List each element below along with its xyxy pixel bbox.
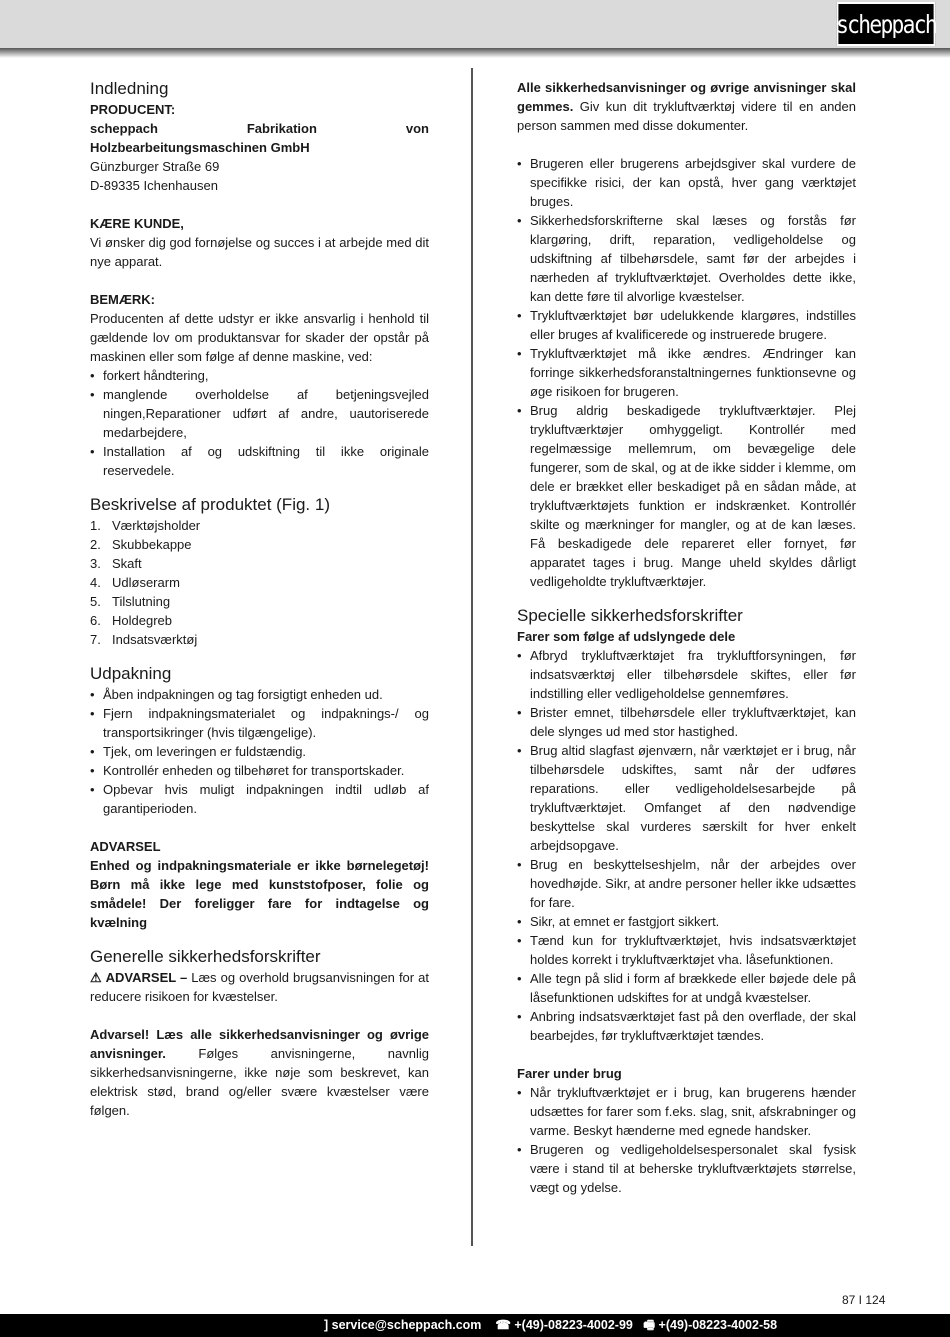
list-item: 6. Holdegreb bbox=[90, 611, 429, 630]
paragraph bbox=[90, 119, 429, 157]
footer-fax: 🖷 +(49)-08223-4002-58 bbox=[643, 1318, 778, 1332]
header-bar bbox=[0, 0, 950, 48]
bold-text: Alle sikkerhedsanvisninger og øvrige anvisninger skal gemmes. bbox=[517, 80, 856, 114]
list-item: • Brug en beskyttelseshjelm, når der arbejdes over hovedhøjde. Sikr, at andre personer heller ikke udsættes for fare. bbox=[517, 855, 856, 912]
numbered-list bbox=[90, 516, 429, 649]
section-heading: Udpakning bbox=[90, 664, 172, 683]
right-column bbox=[517, 78, 856, 1197]
bold-text: PRODUCENT: bbox=[90, 102, 176, 117]
list-item: • Tænd kun for trykluftværktøjet, hvis indsatsværktøjet holdes korrekt i trykluftværktøjet vha. låsefunktionen. bbox=[517, 931, 856, 969]
bold-text: scheppach Fabrikation von Holzbearbeitungsmaschinen GmbH bbox=[90, 121, 429, 155]
paragraph bbox=[90, 968, 429, 1006]
paragraph bbox=[517, 627, 856, 646]
spacer bbox=[517, 1045, 856, 1064]
list-item: • Alle tegn på slid i form af brækkede eller bøjede dele på låsefunktionen udskiftes for at undgå kvæstelser. bbox=[517, 969, 856, 1007]
list-item: • Sikkerhedsforskrifterne skal læses og forstås før klargøring, drift, reparation, vedligeholdelse og udskiftning af tilbehørsdele, samt før der arbejdes i nærheden af trykluftværktøjet. Overholdes dette ikke, kan dette føre til alvorlige kvæstelser. bbox=[517, 211, 856, 306]
page-number: 87 I 124 bbox=[842, 1293, 886, 1307]
list-item: • Brister emnet, tilbehørsdele eller trykluftværktøjet, kan dele slynges ud med stor hastighed. bbox=[517, 703, 856, 741]
bullet-list bbox=[517, 154, 856, 591]
paragraph bbox=[90, 233, 429, 271]
text: Følges anvisningerne, navnlig sikkerhedsanvisningerne, ikke nøje som beskrevet, kan elektrisk stød, brand og/eller svære kvæstelser være følgen. bbox=[90, 1046, 429, 1118]
list-item: 3. Skaft bbox=[90, 554, 429, 573]
section-heading: Indledning bbox=[90, 79, 169, 98]
list-item: • Brugeren og vedligeholdelsespersonalet skal fysisk være i stand til at beherske trykluftværktøjets størrelse, vægt og ydelse. bbox=[517, 1140, 856, 1197]
list-item: • Trykluftværktøjet bør udelukkende klargøres, indstilles eller bruges af kvalificerede og instruerede brugere. bbox=[517, 306, 856, 344]
text: Günzburger Straße 69 bbox=[90, 159, 220, 174]
list-item: 5. Tilslutning bbox=[90, 592, 429, 611]
list-item: • Kontrollér enheden og tilbehøret for transportskader. bbox=[90, 761, 429, 780]
spacer bbox=[90, 195, 429, 214]
footer-bracket: ] bbox=[324, 1318, 332, 1332]
list-item: 7. Indsatsværktøj bbox=[90, 630, 429, 649]
list-item: • Fjern indpakningsmaterialet og indpaknings-/ og transportsikringer (hvis tilgængelige). bbox=[90, 704, 429, 742]
bullet-list bbox=[90, 685, 429, 818]
paragraph bbox=[90, 214, 429, 233]
spacer bbox=[90, 271, 429, 290]
list-item: 2. Skubbekappe bbox=[90, 535, 429, 554]
list-item: • Trykluftværktøjet må ikke ændres. Ændringer kan forringe sikkerhedsforanstaltningernes funktionsevne og øge risikoen for brugeren. bbox=[517, 344, 856, 401]
list-item: • Brug altid slagfast øjenværn, når værktøjet er i brug, når tilbehørsdele udskiftes, samt når der udføres reparations. eller vedligeholdelsesarbejde på trykluftværktøjet. Omfanget af den nødvendige beskyttelse skal vurderes særskilt for hver enkelt arbejdsopgave. bbox=[517, 741, 856, 855]
bold-text: BEMÆRK: bbox=[90, 292, 155, 307]
paragraph bbox=[90, 837, 429, 856]
list-item: • Tjek, om leveringen er fuldstændig. bbox=[90, 742, 429, 761]
list-item: • Installation af og udskiftning til ikke originale reservedele. bbox=[90, 442, 429, 480]
paragraph bbox=[90, 856, 429, 932]
bold-text: ⚠ ADVARSEL – bbox=[90, 970, 192, 985]
paragraph bbox=[517, 1064, 856, 1083]
bold-text: Advarsel! Læs alle sikkerhedsanvisninger og øvrige anvisninger. bbox=[90, 1027, 429, 1061]
text: Vi ønsker dig god fornøjelse og succes i at arbejde med dit nye apparat. bbox=[90, 235, 429, 269]
text: D-89335 Ichenhausen bbox=[90, 178, 218, 193]
list-item: • Når trykluftværktøjet er i brug, kan brugerens hænder udsættes for farer som f.eks. slag, snit, afskrabninger og varme. Beskyt hænderne med egnede handsker. bbox=[517, 1083, 856, 1140]
bullet-list bbox=[517, 646, 856, 1045]
column-divider bbox=[471, 68, 473, 1246]
left-column bbox=[90, 78, 429, 1120]
bullet-list bbox=[517, 1083, 856, 1197]
list-item: • Brug aldrig beskadigede trykluftværktøjer. Plej trykluftværktøjer omhyggeligt. Kontrollér med regelmæssige mellemrum, om bevægelige dele fungerer, som de skal, og at de ikke sidder i klemme, om dele er brækket eller beskadiget på en sådan måde, at trykluftværktøjets funktion er indskrænket. Kontrollér skilte og mærkninger for mangler, og at de kan læses. Få beskadigede dele repareret eller fornyet, før apparatet tages i brug. Mange uheld skyldes dårligt vedligeholdte trykluftværktøjer. bbox=[517, 401, 856, 591]
bold-text: ADVARSEL bbox=[90, 839, 161, 854]
text: Producenten af dette udstyr er ikke ansvarlig i henhold til gældende lov om produktansvar for skader der opstår på maskinen eller som følge af denne maskine, ved: bbox=[90, 311, 429, 364]
bold-text: Farer som følge af udslyngede dele bbox=[517, 629, 736, 644]
list-item: • Anbring indsatsværktøjet fast på den overflade, der skal bearbejdes, før trykluftværktøjet tændes. bbox=[517, 1007, 856, 1045]
section-heading: Specielle sikkerhedsforskrifter bbox=[517, 606, 743, 625]
list-item: 4. Udløserarm bbox=[90, 573, 429, 592]
list-item: • Åben indpakningen og tag forsigtigt enheden ud. bbox=[90, 685, 429, 704]
text: Læs og overhold brugsanvisningen for at reducere risikoen for kvæstelser. bbox=[90, 970, 430, 1004]
list-item: • Sikr, at emnet er fastgjort sikkert. bbox=[517, 912, 856, 931]
scheppach-logo: scheppach bbox=[837, 2, 936, 46]
spacer bbox=[90, 1006, 429, 1025]
paragraph bbox=[90, 1025, 429, 1120]
text: Giv kun dit trykluftværktøj videre til en anden person sammen med disse dokumenter. bbox=[517, 99, 856, 133]
list-item: 1. Værktøjsholder bbox=[90, 516, 429, 535]
bold-text: Farer under brug bbox=[517, 1066, 622, 1081]
list-item: • forkert håndtering, bbox=[90, 366, 429, 385]
section-heading: Beskrivelse af produktet (Fig. 1) bbox=[90, 495, 330, 514]
footer-bar bbox=[0, 1314, 950, 1337]
paragraph bbox=[90, 309, 429, 366]
bold-text: KÆRE KUNDE, bbox=[90, 216, 184, 231]
list-item: • manglende overholdelse af betjeningsvejled ningen,Reparationer udført af andre, uautoriserede medarbejdere, bbox=[90, 385, 429, 442]
paragraph bbox=[90, 100, 429, 119]
list-item: • Opbevar hvis muligt indpakningen indtil udløb af garantiperioden. bbox=[90, 780, 429, 818]
bold-text: Enhed og indpakningsmateriale er ikke børnelegetøj! Børn må ikke lege med kunststofposer, folie og smådele! Der foreligger fare for indtagelse og kvælning bbox=[90, 858, 429, 930]
paragraph bbox=[90, 176, 429, 195]
paragraph bbox=[90, 157, 429, 176]
list-item: • Afbryd trykluftværktøjet fra trykluftforsyningen, før indsatsværktøj eller tilbehørsdele skiftes, eller før indstilling eller vedligeholdelse gennemføres. bbox=[517, 646, 856, 703]
footer-email[interactable]: service@scheppach.com bbox=[331, 1318, 482, 1332]
section-heading: Generelle sikkerhedsforskrifter bbox=[90, 947, 321, 966]
header-shadow bbox=[0, 48, 950, 58]
list-item: • Brugeren eller brugerens arbejdsgiver skal vurdere de specifikke risici, der kan opstå, hver gang værktøjet bruges. bbox=[517, 154, 856, 211]
spacer bbox=[517, 135, 856, 154]
spacer bbox=[90, 818, 429, 837]
footer-phone: ☎ +(49)-08223-4002-99 bbox=[495, 1318, 633, 1332]
paragraph bbox=[90, 290, 429, 309]
paragraph bbox=[517, 78, 856, 135]
bullet-list bbox=[90, 366, 429, 480]
